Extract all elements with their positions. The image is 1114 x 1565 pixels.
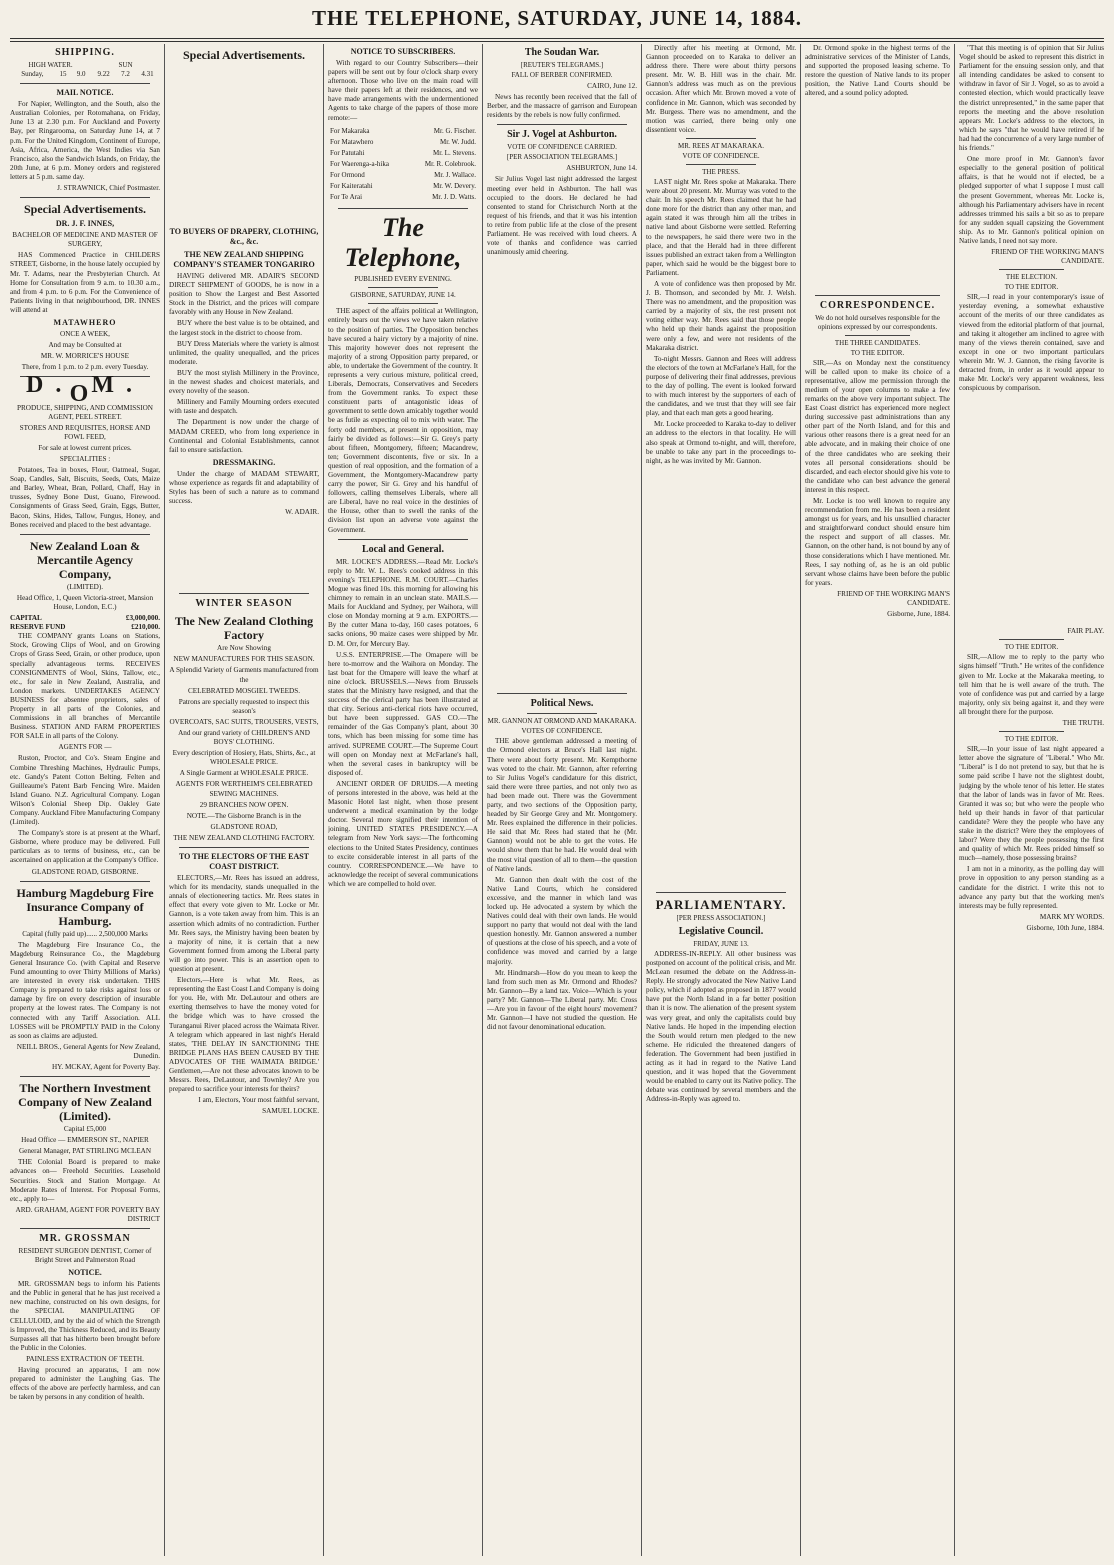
agents-list bbox=[328, 125, 478, 205]
column-rule bbox=[641, 44, 642, 1556]
corr-sig-2: FRIEND OF THE WORKING MAN'S CANDIDATE. bbox=[991, 248, 1104, 266]
agent-place: For Te Arai bbox=[330, 193, 363, 202]
buy-3: BUY the most stylish Millinery in the Province, in the newest shades and choicest materials, and every novelty of the season. bbox=[169, 368, 319, 396]
hamburg-capital: Capital (fully paid up)...... 2,500,000 Marks bbox=[22, 929, 148, 938]
soudan-title: The Soudan War. bbox=[524, 47, 600, 58]
dressmaking-title: DRESSMAKING. bbox=[212, 457, 276, 467]
political-title: Political News. bbox=[530, 698, 594, 710]
agents-for: AGENTS FOR — bbox=[58, 743, 112, 752]
published-every-evening: PUBLISHED EVERY EVENING. bbox=[354, 275, 452, 284]
electors-sig: SAMUEL LOCKE. bbox=[262, 1107, 319, 1116]
nz-loan-office: Head Office, 1, Queen Victoria-street, Mansion House, London, E.C.) bbox=[16, 593, 154, 611]
dmo-spec: SPECIALITIES : bbox=[59, 455, 111, 463]
painless-title: PAINLESS EXTRACTION OF TEETH. bbox=[26, 1354, 144, 1363]
truth-sig: THE TRUTH. bbox=[1062, 719, 1104, 728]
rees-text-4: Mr. Locke proceeded to Karaka to-day to deliver an address to the electors in that locality. He will also speak at Ormond to-night, and will, therefore, be unable to take any part in the proceedings to-night, as he was invited by Mr. Gannon. bbox=[646, 420, 796, 465]
parl-agency: [PER PRESS ASSOCIATION.] bbox=[676, 913, 766, 922]
mail-notice-title: MAIL NOTICE. bbox=[56, 88, 114, 98]
notice-title: NOTICE. bbox=[68, 1268, 102, 1278]
northern-mgr: General Manager, PAT STIRLING MCLEAN bbox=[18, 1147, 152, 1156]
rees-title: MR. REES AT MAKARAKA. bbox=[677, 141, 765, 150]
innes-house: MR. W. MORRICE'S HOUSE bbox=[40, 352, 130, 361]
gannon-text: THE above gentleman addressed a meeting of the Ormond electors at Bruce's Hall last night. There were about forty present. Mr. Kempthorne was voted to the chair. Mr. Gannon, after referring to Sir Julius Vogel's candidature for this district, said there were three parties, and not only two as had been made out. There was the Government party, and two sections of the Opposition party, headed by Sir George Grey and Mr. Montgomery. Mr. Rees explained the difference in their policies. He said that Mr. Rees had stated that he (Mr. Gannon) would not be able to get the votes. He would show them that he had. He would deal with the most vital question of all to them—the question of Native lands. bbox=[487, 737, 637, 873]
agents-text: Ruston, Proctor, and Co's. Steam Engine and Combine Threshing Machines, Hydraulic Pumps, etc. Gandy's Patent Cotton Belting. Felten and Guilleaume's Patent Barb Fencing Wire. Maiden Island Guano. N.Z. Agricultural Company. Logan Wilson's Colonial Sheep Dip. Oakley Gate Company. Auckland Fibre Manufacturing Company (Limited). bbox=[10, 754, 160, 827]
column-3 bbox=[328, 44, 478, 1556]
rees-vote: VOTE OF CONFIDENCE. bbox=[682, 151, 760, 160]
patrons: Patrons are specially requested to inspect this season's bbox=[178, 697, 310, 715]
rees-text: LAST night Mr. Rees spoke at Makaraka. There were about 20 present. Mr. Murray was voted to the chair. In his speech Mr. Rees claimed that he had done more for the district than any other man, and again stated it was through him all the tribes in native land about Gisborne were settled. Referring to the newspapers, he said there were two in the place, and that the Herald had in three different issues published an extract taken from a Wellington paper, which said he would be the biggest bore to Parliament. bbox=[646, 177, 796, 277]
masthead: THE TELEPHONE, SATURDAY, JUNE 14, 1884. bbox=[311, 6, 803, 30]
vogel-text: Sir Julius Vogel last night addressed the largest meeting ever held in Ashburton. The hall was occupied to the doors. He declared he had consented to stand for Christchurch North at the request of his friends, and that it was his intention to retire from public life at the close of the present Parliament. He was received with loud cheers. A vote of thanks and confidence was carried unanimously amid cheering. bbox=[487, 175, 637, 257]
innes-time: There, from 1 p.m. to 2 p.m. every Tuesday. bbox=[21, 363, 149, 372]
gannon-vote: VOTES OF CONFIDENCE. bbox=[521, 727, 603, 736]
buy-5: The Department is now under the charge of MADAM CREED, who from long experience in Continental and Colonial Establishments, cannot fail to ensure satisfaction. bbox=[169, 418, 319, 454]
berber-heading: FALL OF BERBER CONFIRMED. bbox=[511, 71, 613, 79]
winter-season: WINTER SEASON bbox=[195, 598, 293, 610]
sun-set: 4.31 bbox=[141, 70, 154, 79]
adair-text: HAVING delivered MR. ADAIR'S SECOND DIRECT SHIPMENT of GOODS, he is now in a position to Show the Largest and Best Assorted Stock in the District, and the prices will compare favorably with any House in New Zealand. bbox=[169, 272, 319, 317]
soudan-agency: [REUTER'S TELEGRAMS.] bbox=[520, 61, 604, 69]
truth-text: SIR,—Allow me to reply to the party who signs himself "Truth." He writes of the confidence given to Mr. Locke at the Makaraka meeting, to tell him that he is well aware of the truth. The vote of confidence was put and carried by a large majority, only six being against it, and they were all brought there for the purpose. bbox=[959, 653, 1104, 716]
clothing-title: The New Zealand Clothing Factory bbox=[174, 614, 314, 643]
local-general-title: Local and General. bbox=[362, 543, 444, 555]
northern-sig: ARD. GRAHAM, AGENT FOR POVERTY BAY DISTRICT bbox=[15, 1205, 160, 1223]
subscribers-notice-text: With regard to our Country Subscribers—their papers will be sent out by four o'clock sharp every afternoon. Those who live on the main road will have their papers left at their residences, and we have made arrangements with the undermentioned Agents to take charge of the papers of those more remote:— bbox=[328, 59, 478, 122]
buy-4: Millinery and Family Mourning orders executed with taste and despatch. bbox=[169, 398, 319, 416]
corr-cont: "That this meeting is of opinion that Sir Julius Vogel should be asked to represent this district in Parliament for the ensuing session only, and that all intending candidates be asked to consent to withdraw in favor of Sir J. Vogel, so as to avoid a contested election, which would practically leave the district unrepresented," in the same paper that reports the meeting and the above resolution appears Mr. Locke's address to the electors, in which he says "that he would have retired if he had had the concurrence of a very large number of his friends." bbox=[959, 44, 1104, 153]
election-text: SIR,—I read in your contemporary's issue of yesterday evening, a somewhat exhaustive account of the merits of our three candidates as viewed from the editorial platform of that journal, and taking it altogether am inclined to agree with many of the views therein contained, save and except in one or two important particulars wherein Mr. W. J. Gannon, the rising favorite is detracted from, in order as it would appear to make Mr. Locke's very apparent weakness, less conspicuous by comparison. bbox=[959, 293, 1104, 393]
tide-table bbox=[10, 61, 160, 79]
electors-close: I am, Electors, Your most faithful servant, bbox=[198, 1096, 319, 1105]
dressmaking-text: Under the charge of MADAM STEWART, whose experience as regards fit and adaptability of Styles has been of such a nature as to command success. bbox=[169, 469, 319, 506]
soudan-text: News has recently been received that the fall of Berber, and the massacre of garrison and European residents by the rebels is now fully confirmed. bbox=[487, 93, 637, 120]
fair-play-sig: FAIR PLAY. bbox=[1067, 627, 1104, 636]
masthead-rule-2 bbox=[10, 41, 1104, 42]
subscribers-notice-title: NOTICE TO SUBSCRIBERS. bbox=[350, 47, 456, 56]
tide-day: Sunday, bbox=[21, 70, 44, 79]
column-1 bbox=[10, 44, 160, 1556]
column-rule bbox=[954, 44, 955, 1556]
grossman-sub: RESIDENT SURGEON DENTIST, Corner of Bright Street and Palmerston Road bbox=[18, 1247, 152, 1265]
parl-text: ADDRESS-IN-REPLY. All other business was postponed on account of the political crisis, and Mr. McLean resumed the debate on the Address-in-Reply. He strongly advocated the New Native Land policy, which if adopted as proposed in 1877 would have put the North Island in a far better position than it is now. The alienation of the present system was very great, and only the capitalists could buy Native lands. He hoped in the impending election the South would return men pledged to the new scheme. He ridiculed the threatened dangers of federation. The Government had been justified in acting as it had in regard to the Native Land question, and it was hoped that the Government would be enabled to carry out its Native policy. The debate was continued by several members and the Address-in-Reply was agreed to. bbox=[646, 949, 796, 1104]
mail-notice-sig: J. STRAWNICK, Chief Postmaster. bbox=[57, 184, 160, 193]
northern-title: The Northern Investment Company of New Zealand (Limited). bbox=[18, 1081, 152, 1124]
to-editor-3: TO THE EDITOR. bbox=[1004, 643, 1059, 652]
special-ads-title-2: Special Advertisements. bbox=[183, 48, 305, 62]
electors-text-2: Electors,—Here is what Mr. Rees, as representing the East Coast Land Company is doing for you. He, with Mr. DeLautour and others are exerting themselves to have the money voted for the bridge which was to have crossed the Turanganui River placed across the Waimata River. A telegram which appeared in last night's Herald states, 'THE DELAY IN SANCTIONING THE BRIDGE PLANS HAS BEEN CAUSED BY THE ADVOCATES OF THE WAIMATA BRIDGE.' Gentlemen,—Are not these advocates known to be Messrs. Rees, DeLautour, and Townley? Are you prepared to sacrifice your interests for theirs? bbox=[169, 976, 319, 1094]
nz-loan-foot: The Company's store is at present at the Wharf, Gisborne, where produce may be delivered. Full particulars as to terms of business, etc., can be ascertained on application at the Company's Office. bbox=[10, 829, 160, 865]
mail-notice-text: For Napier, Wellington, and the South, also the Australian Colonies, per Rotomahana, on Friday, June 13 at 2.30 p.m. For Auckland and Poverty Bay, per Ringarooma, on Saturday June 14, at 7 p.m. For the United Kingdom, Continent of Europe, Asia, Africa, America, the West Indies via San Francisco, also the Sandwich Islands, on Friday, the 20th June, at 6 p.m. Money orders and registered letters at 5 p.m. same day. bbox=[10, 100, 160, 181]
agent-name: Mr. R. Colebrook. bbox=[424, 159, 476, 168]
hamburg-title: Hamburg Magdeburg Fire Insurance Company of Hamburg. bbox=[16, 885, 154, 928]
factory-name: THE NEW ZEALAND CLOTHING FACTORY. bbox=[173, 833, 315, 842]
agent-row bbox=[330, 182, 476, 191]
northern-capital: Capital £5,000 bbox=[63, 1125, 107, 1134]
local-text-1: MR. LOCKE'S ADDRESS.—Read Mr. Locke's reply to Mr. W. L. Rees's cooked address in this evening's TELEPHONE. R.M. COURT.—Charles Mogue was fined 10s. this morning for allowing his chimney to remain in an unclean state. MAILS.—Mails for Auckland and Sydney, per Waihora, will close on Monday morning at 9 a.m. EXPORTS.—By the cutter Mana to-day, 160 cases potatoes, 6 sacks onions, 90 maize cases were shipped by Mr. D. M. Orr, for Mercury Bay. bbox=[328, 557, 478, 648]
agent-row bbox=[330, 171, 476, 180]
corr-date-1: Gisborne, June, 1884. bbox=[887, 610, 950, 619]
hamburg-agent: HY. MCKAY, Agent for Poverty Bay. bbox=[51, 1062, 160, 1071]
vogel-title: Sir J. Vogel at Ashburton. bbox=[507, 129, 617, 141]
agent-row bbox=[330, 138, 476, 147]
masthead-rule bbox=[10, 38, 1104, 39]
column-4 bbox=[487, 44, 637, 1556]
liberal-text: SIR,—In your issue of last night appeared a letter above the signature of "Liberal." Who Mr. "Liberal" is I do not pretend to say, but that he is some paid scribe I have not the slightest doubt, judging by the whole tenor of his letter. He states that the labor of lands was in favor of Mr. Rees. Granted it was so; but who were the people who held up their hands in favor of that particular candidate? Were they the people who have any stake in the district? Were they the employees of labor? Were they the people possessing the first and quality of which Mr. Rees prided himself so much—namely, those possessing brains? bbox=[959, 745, 1104, 863]
column-rule bbox=[482, 44, 483, 1556]
agent-name: Mr. J. D. Watts. bbox=[432, 193, 476, 202]
agent-place: For Matawhero bbox=[330, 137, 374, 146]
three-candidates: THE THREE CANDIDATES. bbox=[834, 338, 921, 347]
rees-text-3: To-night Messrs. Gannon and Rees will address the electors of the town at McFarlane's Hall, for the purpose of delivering their final addresses, previous to the day of polling. The event is looked forward to with much interest by the supporters of each of the candidates, and we trust that they will see fair play, and that each man gets a good hearing. bbox=[646, 354, 796, 418]
shipping-title: SHIPPING. bbox=[55, 47, 115, 58]
vogel-agency: [PER ASSOCIATION TELEGRAMS.] bbox=[506, 153, 618, 162]
column-rule bbox=[323, 44, 324, 1556]
column-rule bbox=[800, 44, 801, 1556]
adair-sig: W. ADAIR. bbox=[285, 508, 319, 517]
now-showing: Are Now Showing bbox=[217, 644, 271, 653]
branch-note: NOTE.—The Gisborne Branch is in the bbox=[186, 811, 302, 820]
agent-name: Mr. J. Wallace. bbox=[434, 171, 476, 180]
mosgiel: CELEBRATED MOSGIEL TWEEDS. bbox=[188, 686, 300, 695]
gannon-title: MR. GANNON AT ORMOND AND MAKARAKA. bbox=[487, 717, 637, 726]
agent-place: For Ormond bbox=[330, 171, 365, 180]
parl-date: FRIDAY, JUNE 13. bbox=[693, 939, 749, 948]
corr-text-2: Mr. Locke is too well known to require any recommendation from me. He has been a resident amongst us for years, and his unsullied character and straightforward conduct should ensure him the respect and support of all classes. Mr. Gannon, on the other hand, is not bound by any of those considerations which I have mentioned. Mr. Rees, I say nothing of, as he is an old public servant whose claims have been before the public for years. bbox=[805, 496, 950, 587]
legislative-council: Legislative Council. bbox=[678, 925, 764, 937]
dmo-text: Potatoes, Tea in boxes, Flour, Oatmeal, Sugar, Soap, Candles, Salt, Biscuits, Seeds, Oats, Maize and Barley, Wheat, Bran, Pollard, Chaff, Hay in trusses, Sydney Bone Dust, Guano, Firewood. Consignments of Grass Seed, Grain, Eggs, Butter, Bacon, Skins, Hides, Tallow, Fungus, Honey, and Bones received and placed to the best advantage. bbox=[10, 466, 160, 529]
hosiery: Every description of Hosiery, Hats, Shirts, &c., at WHOLESALE PRICE. bbox=[172, 749, 316, 767]
agent-place: For Kaiteratahi bbox=[330, 182, 373, 191]
capital-label: CAPITAL bbox=[10, 614, 42, 623]
agent-name: Mr. W. Judd. bbox=[440, 137, 476, 146]
editorial-text: THE aspect of the affairs political at Wellington, entirely bears out the views we have taken relative to the position of parties. The Opposition benches have secured a hairy victory by a majority of nine. This majority however does not represent the majority of a strong Opposition party prepared, or able, to undertake the Government of the country. It represents a very curious mixture, political creed, Liberals, Democrats, Conservatives and Seceders from the Government ranks. To expect these constituent parts of antagonistic ideas of government to settle down amicably together would be as futile as expecting oil to mix with water. The forty odd members, at present in opposition, may fairly be divided as follows:—Sir G. Grey's party about fifteen, Montgomery, fifteen; Macandrew, ten; Government discontents, five or six. In a question of real opposition, and the formation of a Government, the Montgomery-Macandrew party carry the power, Sir G. Grey and his handful of followers, calling themselves Liberals, where all are Liberal, have no real voice in the destinies of the House, other than to swell the ranks of the division list upon an adverse vote against the Government. bbox=[328, 307, 478, 534]
vogel-vote: VOTE OF CONFIDENCE CARRIED. bbox=[507, 143, 617, 152]
soudan-date: CAIRO, June 12. bbox=[587, 82, 637, 90]
capital-line bbox=[10, 614, 160, 623]
gisborne-road: GLADSTONE ROAD, GISBORNE. bbox=[31, 867, 139, 876]
corr-text: SIR,—As on Monday next the constituency will be called upon to make its choice of a representative, allow me permission through the medium of your open columns to make a few remarks on the above very important subject. The East Coast district has experienced more neglect during successive past administrations than any other part of the North Island, and for this and various other reasons there is a great need for an able advocate, and in making their choice of one of the three candidates who are seeking their votes all personal considerations should be discarded, and each elector should give his vote to the candidate who can best advance the general interest in this respect. bbox=[805, 358, 950, 494]
agent-place: For Waerenga-a-hika bbox=[330, 159, 389, 168]
dmo-sale: For sale at lowest current prices. bbox=[38, 443, 132, 452]
childrens-clothing: And our grand variety of CHILDREN'S AND BOYS' CLOTHING. bbox=[178, 729, 310, 747]
vogel-date: ASHBURTON, June 14. bbox=[566, 164, 637, 173]
dmo-stores: STORES AND REQUISITES, HORSE AND FOWL FEED, bbox=[19, 423, 151, 441]
innes-name: DR. J. F. INNES, bbox=[55, 219, 115, 229]
buy-2: BUY Dress Materials where the variety is almost unlimited, the quality unequalled, and the prices moderate. bbox=[169, 339, 319, 366]
local-text-2: U.S.S. ENTERPRISE.—The Omapere will be here to-morrow and the Waihora on Monday. The last boat for the Omapere will leave the wharf at nine o'clock. BRUSSELS.—News from Brussels states that the Ministry have resigned, and that the success of the clerical party has been illustrated at that city. Serious anti-clerical riots have occurred, but have been suppressed. GAS CO.—The remainder of the Gas Company's plant, about 30 tons, which has been missing for some time has arrived. SUPREME COURT.—The Supreme Court will open on Monday next at McFarlane's hall, when the several cases in bankruptcy will be disposed of. bbox=[328, 650, 478, 777]
to-editor-1: TO THE EDITOR. bbox=[850, 348, 905, 357]
reserve-label: RESERVE FUND bbox=[10, 623, 66, 632]
tide-sun: SUN bbox=[118, 61, 133, 69]
local-text-3: ANCIENT ORDER OF DRUIDS.—A meeting of persons interested in the above, was held at the Masonic Hotel last night, when those present underwent a medical examination by the lodge doctor. Several more signified their intention of joining. UNITED STATES PRESIDENCY.—A telegram from New York says:—The forthcoming elections to the United States Presidency, continues to excite considerable interest in all parts of the country. CORRESPONDENCE.—We have to acknowledge the receipt of several communications which we are compelled to hold over. bbox=[328, 779, 478, 888]
splendid-variety: A Splendid Variety of Garments manufactured from the bbox=[169, 666, 319, 684]
liberal-text-2: I am not in a minority, as the polling day will prove in opposition to any person standing as a candidate for the district. I write this not to advance any party but that the working men's interests may be fully represented. bbox=[959, 865, 1104, 910]
corr-sig-1: FRIEND OF THE WORKING MAN'S CANDIDATE. bbox=[837, 589, 950, 607]
innes-place: MATAWHERO bbox=[53, 317, 117, 327]
grossman-title: MR. GROSSMAN bbox=[39, 1233, 131, 1244]
nz-loan-text: THE COMPANY grants Loans on Stations, Stock, Growing Clips of Wool, and on Growing Crops of Grass Seed, Grain, or other produce, upon specially advantageous terms. RECEIVES CONSIGNMENTS of Wool, Skins, Tallow, etc., etc., for sale in New Zealand, Australia, and London markets. UNDERTAKES AGENCY BUSINESS for absentee proprietors, sales of Property in all parts of the Colonies, and Commissions in all branches of Mercantile Business. STATION AND FARM PROPERTIES FOR SALE in all parts of the Colony. bbox=[10, 632, 160, 741]
newspaper-columns bbox=[10, 44, 1104, 1556]
qa-text: Mr. Hindmarsh—How do you mean to keep the land from such men as Mr. Ormond and Rhodes? Mr. Gannon—By a land tax. Voice—Which is your party? Mr. Gannon—The Liberal party. Mr. Cross—Are you in favour of the eight hours' movement? Mr. Gannon—I have not studied the question. He did not favour denominational education. bbox=[487, 968, 637, 1032]
nz-loan-title: New Zealand Loan & Mercantile Agency Company, bbox=[29, 538, 141, 581]
innes-where: And may be Consulted at bbox=[48, 341, 122, 350]
gannon-text-2: Mr. Gannon then dealt with the cost of the Native Land Courts, which he considered excessive, and the manner in which land was locked up. He advocated a system by which the Natives could deal with their own lands. He would support no party that would not deal with the land question honestly. Mr. Gannon answered a number of questions at the close of his speech, and a vote of confidence was moved and carried by a large majority. bbox=[487, 875, 637, 966]
tide-date: 15 bbox=[59, 70, 67, 79]
telephone-title: The Telephone, bbox=[344, 213, 462, 273]
branches: 29 BRANCHES NOW OPEN. bbox=[199, 800, 289, 809]
agent-row bbox=[330, 160, 476, 169]
liberal-date: Gisborne, 10th June, 1884. bbox=[1026, 923, 1104, 932]
agent-row bbox=[330, 127, 476, 136]
tide-pm: 9.22 bbox=[97, 70, 110, 79]
capital-value: £3,000,000. bbox=[125, 614, 160, 623]
agent-name: Mr. G. Fischer. bbox=[433, 126, 476, 135]
column-2 bbox=[169, 44, 319, 1556]
ormond-text: Dr. Ormond spoke in the highest terms of the administrative services of the Minister of Lands, and supported the proposed leasing scheme. To restore the question of Native lands to its proper position, the Native Land Courts should be altered, and a sound policy adopted. bbox=[805, 44, 950, 98]
agent-row bbox=[330, 193, 476, 202]
northern-text: THE Colonial Board is prepared to make advances on— Freehold Securities. Leasehold Securities. Stock and Station Mortgage. At Moderate Rates of Interest. For Proposal Forms, etc., apply to— bbox=[10, 1158, 160, 1203]
column-rule bbox=[164, 44, 165, 1556]
reserve-line bbox=[10, 623, 160, 632]
election-heading: THE ELECTION. bbox=[1005, 273, 1058, 282]
agent-name: Mr. L. Stevens. bbox=[433, 148, 476, 157]
correspondence-title: CORRESPONDENCE. bbox=[819, 299, 936, 311]
agent-row bbox=[330, 149, 476, 158]
overcoats: OVERCOATS, SAC SUITS, TROUSERS, VESTS, bbox=[169, 717, 319, 726]
single-garment: A Single Garment at WHOLESALE PRICE. bbox=[179, 769, 309, 778]
hamburg-text: The Magdeburg Fire Insurance Co., the Magdeburg Reinsurance Co., the Magdeburg General Insurance Co. (with Capital and Reserve Fund amounting to over Thirty Millions of Marks) are interested in every risk undertaken. THIS Company is prepared to take risks against loss or damage by fire on every description of insurable property at the lowest rates. The Company is not connected with any Tariff Association. ALL LOSSES will be PROMPTLY PAID in the Colony as soon as claims are adjusted. bbox=[10, 940, 160, 1040]
parliamentary-title: PARLIAMENTARY. bbox=[655, 896, 787, 912]
drapery-heading: TO BUYERS OF DRAPERY, CLOTHING, &c., &c. bbox=[169, 227, 319, 246]
special-ads-title: Special Advertisements. bbox=[24, 202, 146, 217]
hamburg-sig: NEILL BROS., General Agents for New Zealand, Dunedin. bbox=[16, 1042, 160, 1060]
correspondence-note: We do not hold ourselves responsible for the opinions expressed by our correspondents. bbox=[815, 313, 940, 331]
painless-text: Having procured an apparatus, I am now prepared to administer the Laughing Gas. The effects of the above are perfectly harmless, and can be taken by persons in any condition of health. bbox=[10, 1366, 160, 1402]
grossman-text: MR. GROSSMAN begs to inform his Patients and the Public in general that he has just received a new machine, constructed on his own designs, for the SPECIAL MANIPULATING OF CELLULOID, and by the aid of which the Strength is Improved, the Thickness Reduced, and its Beauty Surpasses all that has hitherto been brought before the Public in the Colonies. bbox=[10, 1280, 160, 1352]
agent-place: For Makaraka bbox=[330, 126, 370, 135]
innes-text: HAS Commenced Practice in CHILDERS STREET, Gisborne, in the house lately occupied by Mr. T. Adams, near the Presbyterian Church. At Home for Consultation from 9 a.m. to 10.30 a.m., and from 4 p.m. to 6 p.m. For the Convenience of Patients living in that neighbourhood, DR. INNES will attend at bbox=[10, 251, 160, 314]
northern-head: Head Office — EMMERSON ST., NAPIER bbox=[21, 1136, 149, 1145]
column-6 bbox=[805, 44, 950, 1556]
shipping-co-heading: THE NEW ZEALAND SHIPPING COMPANY'S STEAMER TONGARIRO bbox=[173, 250, 315, 269]
reserve-value: £210,000. bbox=[131, 623, 160, 632]
electors-title: TO THE ELECTORS OF THE EAST COAST DISTRICT. bbox=[178, 852, 310, 872]
gannon-continued: Directly after his meeting at Ormond, Mr. Gannon proceeded on to Karaka to deliver an address there. There were about thirty persons present. Mr. W. B. Hill was in the chair. Mr. Gannon's address was much as on the previous occasion. After which Mr. Brown moved a vote of confidence in Mr. Gannon, which was seconded by Mr. Burgess. There was no amendment, and the motion was carried, there being only one dissentient voice. bbox=[646, 44, 796, 134]
agent-place: For Patutahi bbox=[330, 148, 365, 157]
dateline: GISBORNE, SATURDAY, JUNE 14. bbox=[350, 291, 456, 300]
innes-sub: BACHELOR OF MEDICINE AND MASTER OF SURGERY, bbox=[12, 231, 158, 249]
column-5 bbox=[646, 44, 796, 1556]
dmo-logo: D. M. O bbox=[26, 372, 144, 408]
nz-loan-limited: (LIMITED). bbox=[66, 582, 104, 591]
buy-1: BUY where the best value is to be obtained, and the largest stock in the district to choose from. bbox=[169, 319, 319, 337]
column-7 bbox=[959, 44, 1104, 1556]
electors-text: ELECTORS,—Mr. Rees has issued an address, which for its mendacity, stands unequalled in the annals of electioneering tactics. Mr. Rees states in effect that every vote given to Mr. Locke or Mr. Gannon, is a vote taken away from him. This is an assertion which admits of no contradiction. Further Mr. Rees says, the Ministry having been beaten by a majority of nine, it is certain that a new Government formed from among the Liberal party will go into power. This is an assertion open to question at present. bbox=[169, 874, 319, 973]
gladstone-road: GLADSTONE ROAD, bbox=[210, 822, 278, 831]
press-heading: THE PRESS. bbox=[702, 167, 740, 176]
tide-am: 9.0 bbox=[76, 70, 86, 79]
sewing-agents: AGENTS FOR WERTHEIM'S CELEBRATED SEWING MACHINES. bbox=[175, 780, 313, 798]
innes-when: ONCE A WEEK, bbox=[60, 329, 110, 338]
new-manufactures: NEW MANUFACTURES FOR THIS SEASON. bbox=[173, 655, 315, 664]
liberal-sig: MARK MY WORDS. bbox=[1039, 912, 1104, 921]
tide-high-water: HIGH WATER. bbox=[28, 61, 73, 69]
corr-cont-2: One more proof in Mr. Gannon's favor especially to the general position of political affairs, is that he would not if elected, be a pledged supporter of what I suppose I must call the present Government, whereas Mr. Locke is, although his Parliamentary advisers have in recent addresses trimmed his sails a bit so as to prepare for any sudden squall capsizing the Government ship. As to Mr. Gannon's political opinion on Native lands, I need not say more. bbox=[959, 155, 1104, 245]
to-editor-4: TO THE EDITOR. bbox=[1004, 735, 1059, 744]
to-editor-2: TO THE EDITOR. bbox=[1004, 283, 1059, 292]
sun-rise: 7.2 bbox=[121, 70, 130, 79]
dmo-sub: PRODUCE, SHIPPING, AND COMMISSION AGENT, PEEL STREET. bbox=[17, 403, 153, 421]
agent-name: Mr. W. Devery. bbox=[433, 182, 476, 191]
rees-text-2: A vote of confidence was then proposed by Mr. J. B. Thomson, and seconded by Mr. J. Welsh. There was no amendment, and the proposition was carried by a majority of six, the rest present not voting either way. Mr. Rees said that those people who held up their hands against the proposition were only a few, and were not residents of the Makaraka district. bbox=[646, 279, 796, 352]
